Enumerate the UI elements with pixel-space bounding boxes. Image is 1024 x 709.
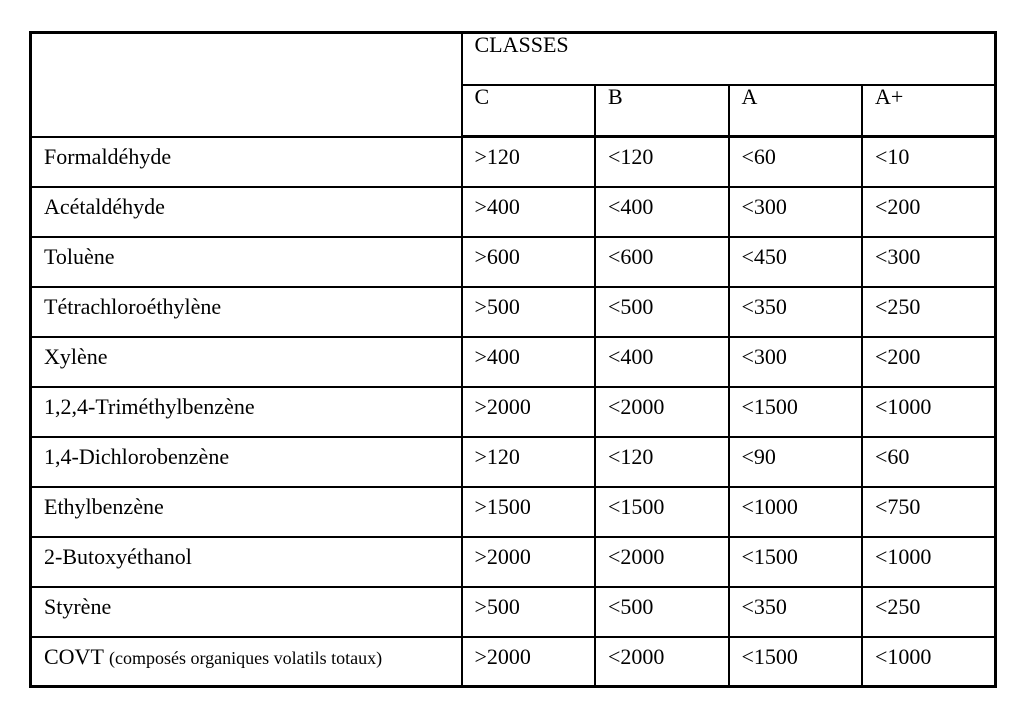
value-cell-class-b: <500 <box>595 587 729 637</box>
substance-note: (composés organiques volatils totaux) <box>109 647 383 668</box>
table-row <box>31 487 996 537</box>
class-header-a-plus: A+ <box>862 85 996 137</box>
table-data-body <box>31 137 996 687</box>
value-cell-class-c: >120 <box>462 437 596 487</box>
emission-classes-table <box>29 31 997 688</box>
value-cell-class-a: <350 <box>729 587 863 637</box>
value-cell-class-c: >2000 <box>462 537 596 587</box>
value-cell-class-b: <500 <box>595 287 729 337</box>
value-cell-class-a: <300 <box>729 337 863 387</box>
value-cell-class-a-plus: <200 <box>862 337 996 387</box>
substance-cell <box>31 487 462 537</box>
substance-cell <box>31 337 462 387</box>
value-cell-class-b: <400 <box>595 187 729 237</box>
substance-cell <box>31 437 462 487</box>
value-cell-class-a: <1000 <box>729 487 863 537</box>
value-cell-class-b: <2000 <box>595 537 729 587</box>
table-body <box>31 33 996 137</box>
table-row <box>31 287 996 337</box>
value-cell-class-c: >600 <box>462 237 596 287</box>
substance-name: Toluène <box>44 243 115 269</box>
substance-cell <box>31 387 462 437</box>
value-cell-class-c: >400 <box>462 337 596 387</box>
classes-group-header: CLASSES <box>462 33 996 85</box>
substance-name: 1,4-Dichlorobenzène <box>44 443 230 469</box>
value-cell-class-a: <90 <box>729 437 863 487</box>
value-cell-class-a: <1500 <box>729 387 863 437</box>
value-cell-class-a-plus: <200 <box>862 187 996 237</box>
table-row <box>31 637 996 687</box>
table-row <box>31 437 996 487</box>
value-cell-class-a: <450 <box>729 237 863 287</box>
substance-cell <box>31 237 462 287</box>
substance-name: COVT <box>44 643 104 669</box>
substance-cell <box>31 587 462 637</box>
substance-cell <box>31 137 462 187</box>
substance-name: Xylène <box>44 343 108 369</box>
substance-cell <box>31 637 462 687</box>
header-row-group <box>31 33 996 85</box>
value-cell-class-c: >1500 <box>462 487 596 537</box>
value-cell-class-b: <400 <box>595 337 729 387</box>
table-row <box>31 237 996 287</box>
substance-cell <box>31 287 462 337</box>
value-cell-class-a-plus: <750 <box>862 487 996 537</box>
value-cell-class-a-plus: <300 <box>862 237 996 287</box>
substance-name: 1,2,4-Triméthylbenzène <box>44 393 255 419</box>
value-cell-class-b: <2000 <box>595 387 729 437</box>
table-row <box>31 387 996 437</box>
value-cell-class-a-plus: <1000 <box>862 537 996 587</box>
value-cell-class-a-plus: <1000 <box>862 637 996 687</box>
value-cell-class-c: >400 <box>462 187 596 237</box>
class-header-c: C <box>462 85 596 137</box>
value-cell-class-a: <350 <box>729 287 863 337</box>
table-row <box>31 187 996 237</box>
value-cell-class-b: <120 <box>595 137 729 187</box>
value-cell-class-c: >120 <box>462 137 596 187</box>
table-row <box>31 537 996 587</box>
class-header-a: A <box>729 85 863 137</box>
substance-name: Ethylbenzène <box>44 493 164 519</box>
substance-name: Styrène <box>44 593 112 619</box>
substance-name: 2-Butoxyéthanol <box>44 543 192 569</box>
value-cell-class-a-plus: <60 <box>862 437 996 487</box>
table-row <box>31 587 996 637</box>
value-cell-class-c: >500 <box>462 287 596 337</box>
value-cell-class-b: <120 <box>595 437 729 487</box>
value-cell-class-a-plus: <10 <box>862 137 996 187</box>
value-cell-class-c: >2000 <box>462 637 596 687</box>
value-cell-class-a-plus: <1000 <box>862 387 996 437</box>
corner-cell <box>31 33 462 137</box>
table-row <box>31 137 996 187</box>
value-cell-class-a: <60 <box>729 137 863 187</box>
substance-cell <box>31 537 462 587</box>
substance-name: Acétaldéhyde <box>44 193 165 219</box>
value-cell-class-c: >2000 <box>462 387 596 437</box>
value-cell-class-a-plus: <250 <box>862 287 996 337</box>
value-cell-class-b: <600 <box>595 237 729 287</box>
value-cell-class-c: >500 <box>462 587 596 637</box>
substance-name: Tétrachloroéthylène <box>44 293 222 319</box>
substance-cell <box>31 187 462 237</box>
value-cell-class-a-plus: <250 <box>862 587 996 637</box>
value-cell-class-b: <2000 <box>595 637 729 687</box>
value-cell-class-a: <1500 <box>729 637 863 687</box>
class-header-b: B <box>595 85 729 137</box>
substance-name: Formaldéhyde <box>44 143 172 169</box>
value-cell-class-a: <1500 <box>729 537 863 587</box>
value-cell-class-b: <1500 <box>595 487 729 537</box>
table-row <box>31 337 996 387</box>
value-cell-class-a: <300 <box>729 187 863 237</box>
